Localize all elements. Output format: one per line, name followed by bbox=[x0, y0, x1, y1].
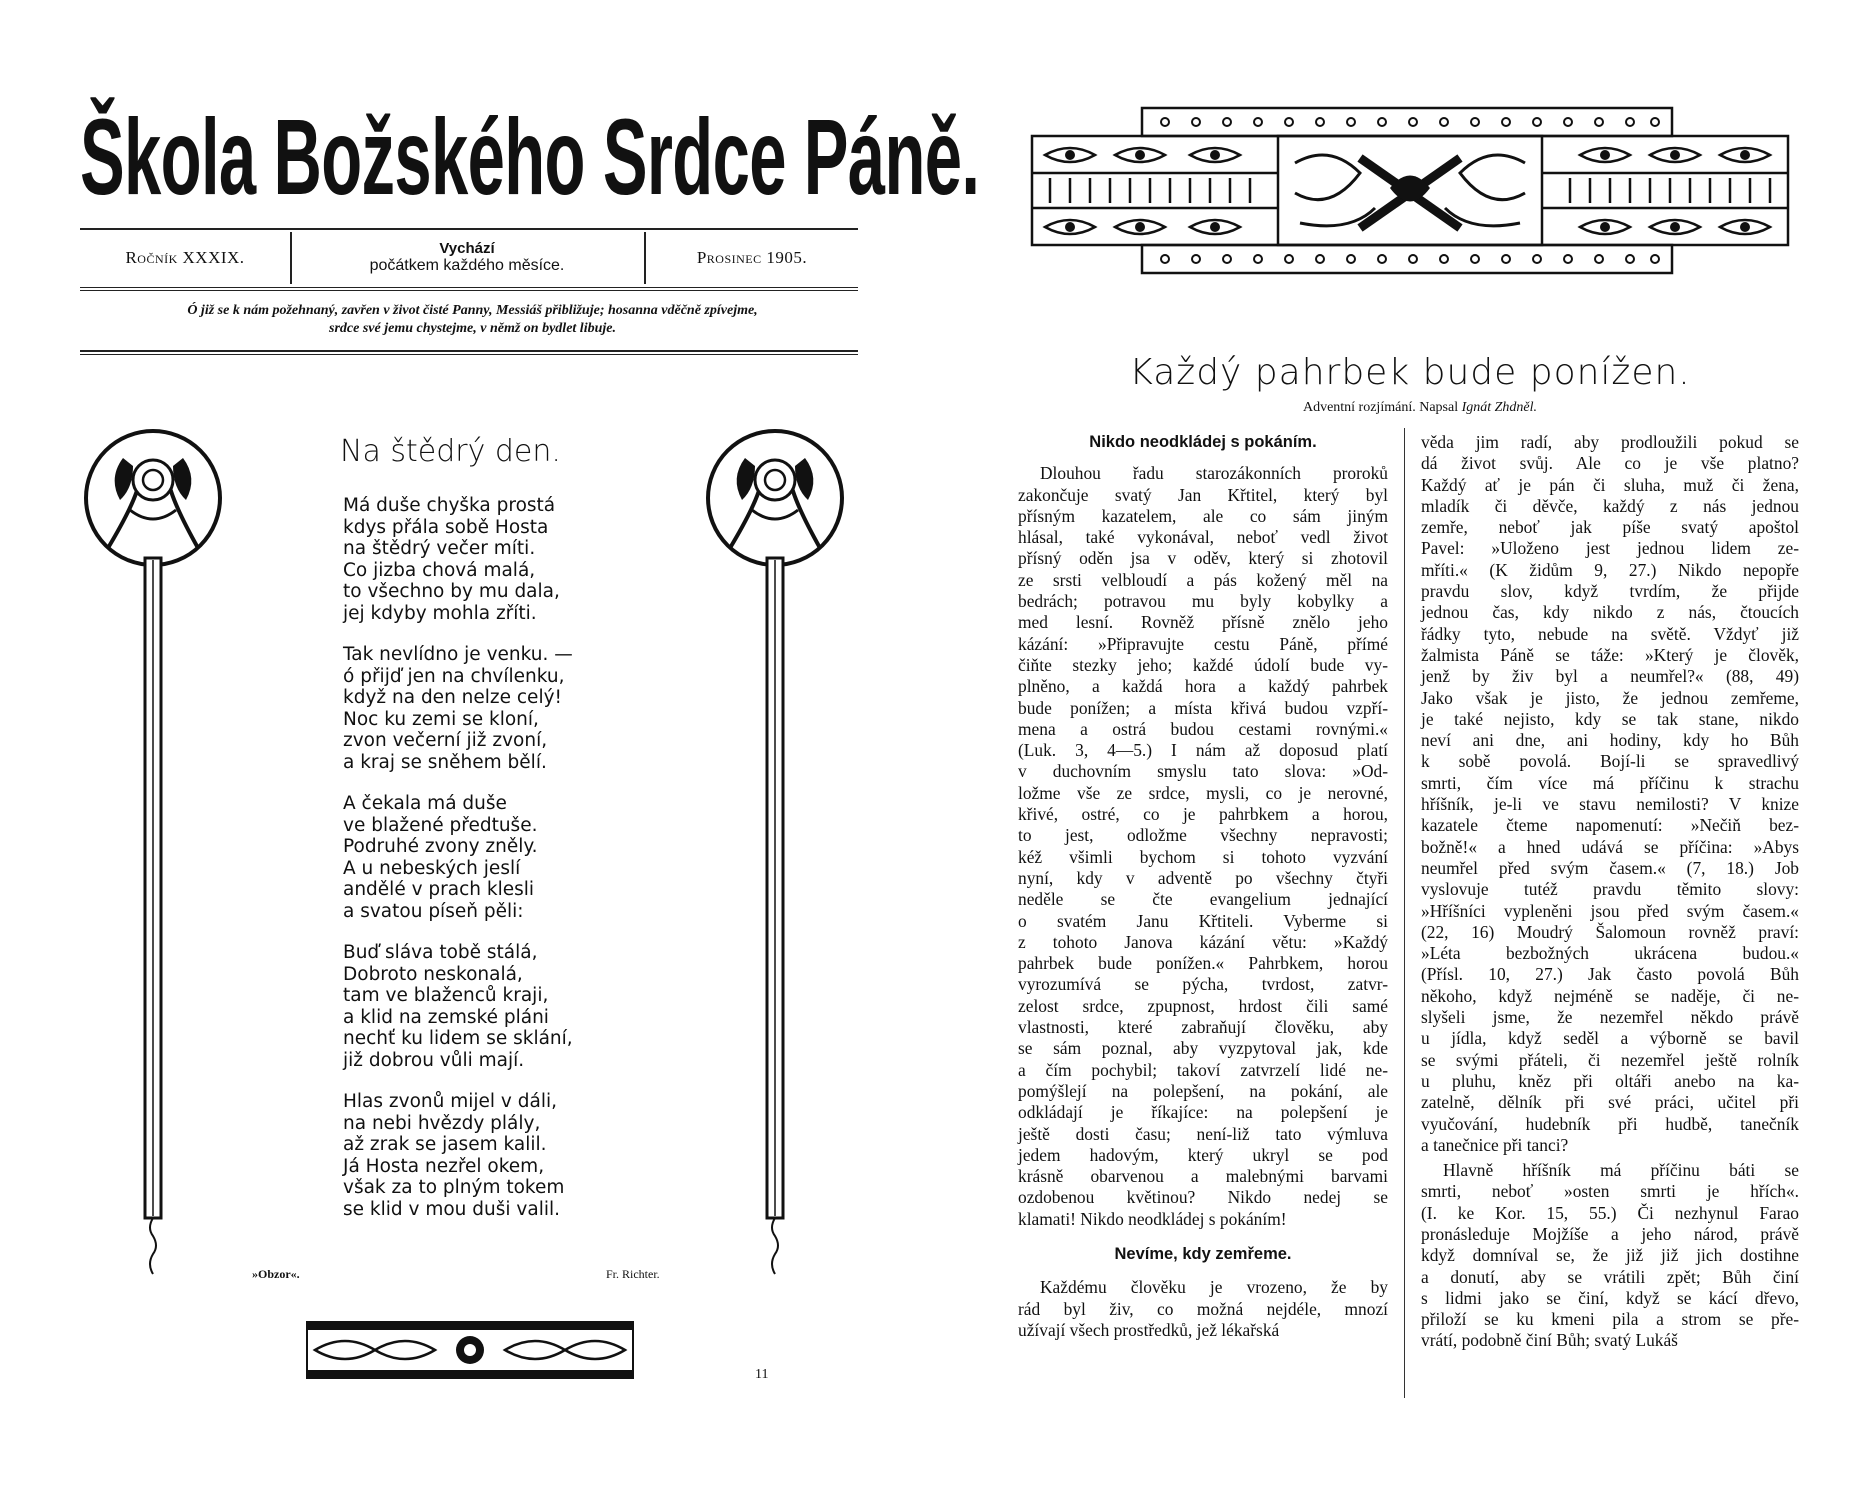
epigraph-rule-2 bbox=[80, 354, 858, 355]
text-line: jedem hadovým, který ukryl se pod bbox=[1018, 1144, 1388, 1165]
text-line: užívají všech prostředků, jež lékařská bbox=[1018, 1319, 1280, 1340]
text-line: pomýšlejí na polepšení, na pokání, ale bbox=[1018, 1080, 1388, 1101]
text-line: je také nejisto, kdy se tak stane, nikdo bbox=[1421, 708, 1799, 729]
text-line: a donutí, aby se vrátili zpět; Bůh činí bbox=[1421, 1266, 1799, 1287]
article-column-left bbox=[1018, 432, 1388, 1341]
text-line: med lesní. Rovněž přísně znělo jeho bbox=[1018, 612, 1388, 633]
text-line: u pluhu, kněz při oltáři anebo na ka- bbox=[1421, 1070, 1799, 1091]
text-line: a čím pochybil; takoví zatvrzelí lidé ne- bbox=[1018, 1059, 1388, 1080]
poem-line: Já Hosta nezřel okem, bbox=[343, 1155, 545, 1177]
poem-stanza bbox=[343, 942, 633, 1071]
epigraph-rule bbox=[80, 350, 858, 352]
text-line: přísný oděn jsa v oděv, který si zhotovil bbox=[1018, 548, 1388, 569]
issue-frequency bbox=[292, 230, 642, 285]
poem-line: jej kdyby mohla zříti. bbox=[343, 602, 537, 624]
text-line: neumřel před svým časem.« (7, 18.) Job bbox=[1421, 857, 1799, 878]
poem-line: již dobrou vůli mají. bbox=[343, 1049, 525, 1071]
poem-line: na nebi hvězdy plály, bbox=[343, 1112, 541, 1134]
header-ornament-banner bbox=[1030, 103, 1790, 278]
poem-stanza bbox=[343, 495, 633, 624]
poem-line: se klid v mou duši valil. bbox=[343, 1198, 561, 1220]
epigraph bbox=[90, 302, 855, 338]
issue-frequency-line2: počátkem každého měsíce. bbox=[369, 257, 565, 274]
poem-line: to všechno by mu dala, bbox=[343, 581, 560, 602]
poem-line: a kraj se sněhem bělí. bbox=[343, 751, 547, 773]
text-line: vyučování, hudebník při hudbě, tanečník bbox=[1421, 1113, 1799, 1134]
rose-pillar-left-ornament bbox=[78, 418, 248, 1288]
text-line: z tohoto Janova kázání větu: »Každý bbox=[1018, 931, 1388, 952]
text-line: Dlouhou řadu starozákonních proroků bbox=[1040, 463, 1388, 484]
volume-label: Ročník XXXIX. bbox=[125, 247, 245, 267]
text-line: když domníval se, že již již jich dostihne bbox=[1421, 1245, 1799, 1266]
issue-date: Prosinec 1905. bbox=[696, 247, 808, 267]
article-subtitle-prefix: Adventní rozjímání. Napsal bbox=[1302, 400, 1459, 415]
text-line: Každý ať je pán či sluha, muž či žena, bbox=[1421, 474, 1799, 495]
poem-author: Fr. Richter. bbox=[606, 1267, 660, 1281]
text-line: kazatele čteme napomenutí: »Nečiň bez- bbox=[1421, 815, 1799, 836]
text-line: to jest, odložme všechny nepravosti; bbox=[1018, 825, 1388, 846]
poem-line: Podruhé zvony zněly. bbox=[343, 836, 538, 857]
text-line: čiňte stezky jeho; každé údolí bude vy- bbox=[1018, 654, 1388, 675]
text-line: se sám poznal, aby vyzpytoval jak, kde bbox=[1018, 1038, 1388, 1059]
text-line: krásně obarvenou a malebnými barvami bbox=[1018, 1166, 1388, 1187]
text-line: plněno, a každá hora a každý pahrbek bbox=[1018, 676, 1388, 697]
poem-line: když na den nelze celý! bbox=[343, 687, 562, 708]
text-line: u jídla, když seděl a výborně se bavil bbox=[1421, 1028, 1799, 1049]
text-line: zatelně, dělník při své práci, učitel při bbox=[1421, 1092, 1799, 1113]
text-line: (I. ke Kor. 15, 55.) Či nezhynul Farao bbox=[1421, 1202, 1799, 1223]
text-line: neděle se čte evangelium jednající bbox=[1018, 889, 1388, 910]
text-line: křivé, ostré, co je pahrbkem a horou, bbox=[1018, 804, 1388, 825]
poem-line: zvon večerní již zvoní, bbox=[343, 730, 548, 751]
article-subtitle bbox=[1230, 400, 1610, 416]
text-line: smrti, čím více má příčinu k strachu bbox=[1421, 772, 1799, 793]
text-line: dá život svůj. Ale co je vše platno? bbox=[1421, 453, 1799, 474]
poem-line: tam ve blaženců kraji, bbox=[343, 985, 549, 1006]
text-line: bude ponížen; a místa křivá budou vzpří- bbox=[1018, 697, 1388, 718]
text-line: jenž by živ byl a neumřel?« (88, 49) bbox=[1421, 666, 1799, 687]
poem-line: Má duše chyška prostá bbox=[343, 495, 556, 516]
poem-line: však za to plným tokem bbox=[343, 1177, 565, 1198]
article-title: Každý pahrbek bude ponížen. bbox=[1129, 352, 1691, 393]
poem-line: ve blažené předtuše. bbox=[343, 814, 538, 836]
text-line: slyšeli jsme, že nezemřel někdo právě bbox=[1421, 1007, 1799, 1028]
poem-stanza bbox=[343, 1091, 633, 1220]
text-line: Pavel: »Uloženo jest jednou lidem ze- bbox=[1421, 538, 1799, 559]
poem-line: Tak nevlídno je venku. — bbox=[343, 644, 573, 665]
article-author: Ignát Zhdněl. bbox=[1461, 400, 1538, 415]
text-line: někoho, když nejméně se naděje, či ne- bbox=[1421, 985, 1799, 1006]
poem-source: »Obzor«. bbox=[252, 1267, 300, 1281]
floral-vignette-ornament bbox=[305, 1320, 635, 1380]
text-line: Hlavně hříšník má příčinu báti se bbox=[1443, 1160, 1799, 1181]
text-line: Každému člověku je vrozeno, že by bbox=[1040, 1277, 1388, 1298]
poem-line: Co jizba chová malá, bbox=[343, 559, 536, 581]
text-line: odkládají je říkajíce: na polepšení je bbox=[1018, 1102, 1388, 1123]
text-line: řádky tyto, nebude na světě. Vždyť již bbox=[1421, 623, 1799, 644]
poem-title: Na štědrý den. bbox=[340, 434, 561, 469]
text-line: v duchovním smyslu tato slova: »Od- bbox=[1018, 761, 1388, 782]
text-line: mříti.« (K židům 9, 27.) Nikdo nepopře bbox=[1421, 559, 1799, 580]
text-line: věda jim radí, aby prodloužili pokud se bbox=[1421, 432, 1799, 452]
text-line: kázání: »Připravujte cestu Páně, přímé bbox=[1018, 633, 1388, 654]
text-line: bedrách; potravou mu byly kobylky a bbox=[1018, 591, 1388, 612]
section-heading: Nikdo neodkládej s pokáním. bbox=[1089, 433, 1317, 451]
poem-line: Noc ku zemi se kloní, bbox=[343, 708, 539, 730]
text-line: hlásal, také vykonával, neboť vedl život bbox=[1018, 527, 1388, 548]
page-number: 11 bbox=[755, 1367, 769, 1382]
text-line: »Hříšníci vypleněni jsou před svým časem.« bbox=[1421, 900, 1799, 921]
article-column-right bbox=[1421, 432, 1799, 1352]
text-line: se svými přáteli, či nezemřel ještě rolník bbox=[1421, 1049, 1799, 1070]
article-paragraph bbox=[1421, 432, 1799, 1156]
text-line: Jako však je jisto, že jednou zemřeme, bbox=[1421, 687, 1799, 708]
poem-body bbox=[343, 495, 633, 1240]
text-line: (22, 16) Moudrý Šalomoun rovněž praví: bbox=[1421, 921, 1799, 942]
poem-stanza bbox=[343, 793, 633, 922]
text-line: o svatém Janu Křtiteli. Vyberme si bbox=[1018, 910, 1388, 931]
text-line: ložme vše ze srdce, mysli, co je nerovné, bbox=[1018, 782, 1388, 803]
text-line: nyní, kdy v adventě po všechny čtyři bbox=[1018, 867, 1388, 888]
masthead bbox=[80, 92, 980, 222]
text-line: (Luk. 3, 4—5.) I nám až doposud platí bbox=[1018, 740, 1388, 761]
text-line: klamati! Nikdo neodkládej s pokáním! bbox=[1018, 1208, 1287, 1229]
poem-line: až zrak se jasem kalil. bbox=[343, 1134, 547, 1155]
section-heading: Nevíme, kdy zemřeme. bbox=[1114, 1244, 1292, 1263]
info-rule-bottom-2 bbox=[80, 290, 858, 291]
poem-line: A čekala má duše bbox=[343, 793, 507, 814]
text-line: pravdu slov, když tvrdím, že přijde bbox=[1421, 581, 1799, 602]
text-line: zakončuje svatý Jan Křtitel, který byl bbox=[1018, 484, 1388, 505]
text-line: s lidmi jako se činí, když se kácí dřevo, bbox=[1421, 1287, 1799, 1308]
poem-line: ó přijď jen na chvílenku, bbox=[343, 665, 565, 687]
article-paragraph bbox=[1018, 1277, 1388, 1341]
poem-line: a svatou píseň pěli: bbox=[343, 900, 524, 922]
column-divider bbox=[1404, 428, 1405, 1398]
text-line: vlastnosti, které zabraňují člověku, aby bbox=[1018, 1017, 1388, 1038]
poem-line: na štědrý večer míti. bbox=[343, 538, 536, 559]
poem-line: a klid na zemské pláni bbox=[343, 1006, 549, 1028]
text-line: kéž všimli bychom si tohoto vyzvání bbox=[1018, 846, 1388, 867]
text-line: ještě dosti času; není-liž tato výmluva bbox=[1018, 1123, 1388, 1144]
text-line: hříšník, je-li ve stavu nemilosti? V knize bbox=[1421, 794, 1799, 815]
article-paragraph bbox=[1018, 463, 1388, 1230]
text-line: a tanečnice při tanci? bbox=[1421, 1134, 1569, 1155]
text-line: ze srsti velbloudí a pás kožený měl na bbox=[1018, 569, 1388, 590]
text-line: žalmista Páně se táže: »Který je člověk, bbox=[1421, 644, 1799, 665]
text-line: zemře, neboť jak píše svatý apoštol bbox=[1421, 517, 1799, 538]
text-line: vyslovuje tutéž pravdu těmito slovy: bbox=[1421, 879, 1799, 900]
text-line: pahrbek bude ponížen.« Pahrbkem, horou bbox=[1018, 953, 1388, 974]
text-line: pronásleduje Mojžíše a jeho národ, právě bbox=[1421, 1223, 1799, 1244]
epigraph-line2: srdce své jemu chystejme, v němž on bydlet libuje. bbox=[329, 321, 616, 336]
masthead-title: Škola Božského Srdce Páně. bbox=[80, 96, 980, 217]
text-line: božně!« a hned udává se příčina: »Abys bbox=[1421, 836, 1799, 857]
text-line: mena a ostrá budou cestami rovnými.« bbox=[1018, 718, 1388, 739]
text-line: neví ani dne, ani hodiny, kdy ho Bůh bbox=[1421, 730, 1799, 751]
text-line: »Léta bezbožných ukrácena budou.« bbox=[1421, 943, 1799, 964]
poem-line: andělé v prach klesli bbox=[343, 879, 535, 900]
issue-frequency-line1: Vychází bbox=[439, 240, 495, 257]
text-line: přiloží se ku kmeni pila a strom se pře- bbox=[1421, 1309, 1799, 1330]
poem-line: A u nebeských jeslí bbox=[343, 857, 521, 879]
text-line: vrátí, podobně činí Bůh; svatý Lukáš bbox=[1421, 1330, 1678, 1351]
poem-line: Hlas zvonů mijel v dáli, bbox=[343, 1091, 557, 1112]
text-line: smrti, neboť »osten smrti je hřích«. bbox=[1421, 1181, 1799, 1202]
rose-pillar-right-ornament bbox=[700, 418, 870, 1288]
poem-line: Buď sláva tobě stálá, bbox=[343, 942, 538, 963]
text-line: jednou čas, kdy nikdo z nás, čtoucích bbox=[1421, 602, 1799, 623]
poem-line: kdys přála sobě Hosta bbox=[343, 516, 549, 538]
text-line: mladík či děvče, každý z nás jednou bbox=[1421, 495, 1799, 516]
text-line: ozdobenou květinou? Nikdo nedej se bbox=[1018, 1187, 1388, 1208]
poem-line: Dobroto neskonalá, bbox=[343, 963, 523, 985]
text-line: zelost srdce, zpupnost, hrdost čili samé bbox=[1018, 995, 1388, 1016]
text-line: vyrozumívá se pýcha, tvrdost, zatvr- bbox=[1018, 974, 1388, 995]
text-line: k sobě povolá. Bojí-li se spravedlivý bbox=[1421, 751, 1799, 772]
poem-line: nechť ku lidem se sklání, bbox=[343, 1028, 573, 1049]
epigraph-line1: Ó již se k nám požehnaný, zavřen v život čisté Panny, Messiáš přibližuje; hosanna vděčně zpívejme, bbox=[187, 303, 758, 318]
poem-stanza bbox=[343, 644, 633, 773]
article-paragraph bbox=[1421, 1160, 1799, 1352]
info-rule-bottom bbox=[80, 287, 858, 288]
text-line: (Přísl. 10, 27.) Jak často povolá Bůh bbox=[1421, 964, 1799, 985]
text-line: rád byl živ, co možná nejdéle, mnozí bbox=[1018, 1298, 1388, 1319]
text-line: přísným kazatelem, ale co sám jiným bbox=[1018, 505, 1388, 526]
issue-info-bar bbox=[80, 230, 858, 285]
